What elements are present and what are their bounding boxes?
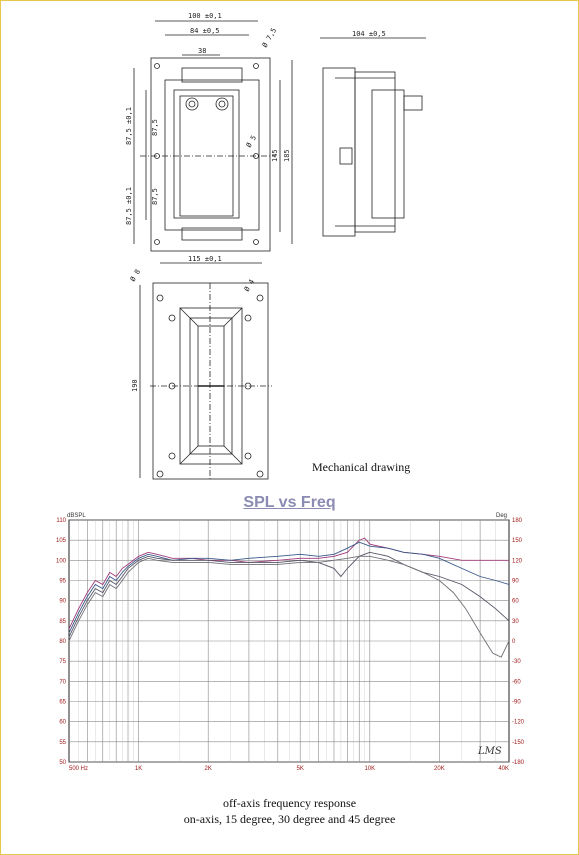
x-tick-label: 10K (364, 766, 376, 772)
dim-height-185: 185 (283, 149, 291, 162)
y-tick-label: 110 (56, 518, 66, 524)
x-tick-label: 2K (204, 766, 212, 772)
y-tick-label: 95 (59, 578, 66, 585)
side-view-body (372, 90, 404, 218)
y-tick-label: 65 (59, 699, 66, 706)
y-tick-label: 75 (59, 659, 66, 666)
x-tick-label: 500 Hz (69, 766, 89, 772)
dim-dia-mid: Ø 5 (244, 134, 259, 149)
dim-half-height-top: 87,5 ±0,1 (125, 107, 133, 145)
side-view-plate (323, 68, 355, 236)
chart-grid (69, 520, 509, 762)
lms-watermark: LMS (478, 746, 502, 757)
dim-dia-left: Ø 8 (128, 268, 143, 283)
y2-tick-label: 120 (512, 558, 523, 565)
dim-inner-half-top: 87,5 (151, 119, 159, 136)
dim-inner-width: 84 ±0,5 (190, 27, 220, 35)
dim-dia-top: Ø 7,5 (260, 26, 279, 49)
drawing-caption: Mechanical drawing (312, 460, 411, 474)
spl-chart (0, 510, 579, 775)
front-view-body (165, 80, 259, 230)
y-tick-label: 90 (59, 598, 66, 605)
y2-tick-label: 150 (512, 538, 523, 545)
y-tick-label: 100 (55, 558, 66, 565)
y-tick-label: 105 (55, 538, 66, 545)
y-tick-labels (56, 518, 67, 766)
y2-tick-label: -60 (512, 679, 521, 686)
dim-height-145: 145 (271, 149, 279, 162)
dim-top-width: 100 ±0,1 (188, 12, 222, 20)
x-tick-label: 5K (296, 766, 304, 772)
dim-half-height-bottom: 87,5 ±0,1 (125, 187, 133, 225)
y2-tick-labels (512, 518, 525, 766)
y2-tick-label: -120 (512, 719, 525, 726)
terminal-right (216, 98, 228, 110)
front-view-plate (151, 58, 270, 251)
y2-tick-label: 90 (512, 578, 519, 585)
x-tick-label: 20K (434, 766, 445, 772)
dim-dia-right: Ø 4 (242, 278, 257, 293)
y-tick-label: 80 (59, 639, 66, 645)
y2-tick-label: 30 (512, 618, 519, 625)
dim-inner-half-bottom: 87,5 (151, 188, 159, 205)
front-view-face (174, 90, 239, 218)
note-line-2: on-axis, 15 degree, 30 degree and 45 degree (183, 812, 396, 826)
y-tick-label: 60 (59, 719, 66, 726)
dim-bottom-width: 115 ±0,1 (188, 255, 222, 263)
y2-tick-label: 180 (512, 518, 523, 524)
y2-tick-label: 0 (512, 639, 516, 645)
y2-tick-label: -180 (512, 760, 525, 766)
dim-side-width: 104 ±0,5 (352, 30, 386, 38)
y2-tick-label: 60 (512, 598, 519, 605)
y-axis-label: dBSPL (67, 513, 86, 519)
y-tick-label: 50 (59, 760, 66, 766)
dim-hole-spacing: 38 (198, 47, 207, 55)
chart-title: SPL vs Freq (243, 494, 336, 511)
x-tick-label: 1K (134, 766, 143, 772)
y-tick-label: 55 (59, 739, 66, 746)
x-tick-label: 40K (498, 766, 509, 772)
dim-bottom-height: 190 (131, 379, 139, 392)
bottom-view-plate (153, 283, 268, 479)
y2-tick-label: -150 (512, 739, 525, 746)
y2-axis-label: Deg (496, 513, 508, 519)
y-tick-label: 85 (59, 618, 66, 625)
x-tick-labels (69, 766, 509, 772)
y2-tick-label: -30 (512, 659, 521, 666)
y-tick-label: 70 (59, 679, 66, 686)
note-line-1: off-axis frequency response (222, 796, 357, 810)
y2-tick-label: -90 (512, 699, 521, 706)
terminal-left (186, 98, 198, 110)
